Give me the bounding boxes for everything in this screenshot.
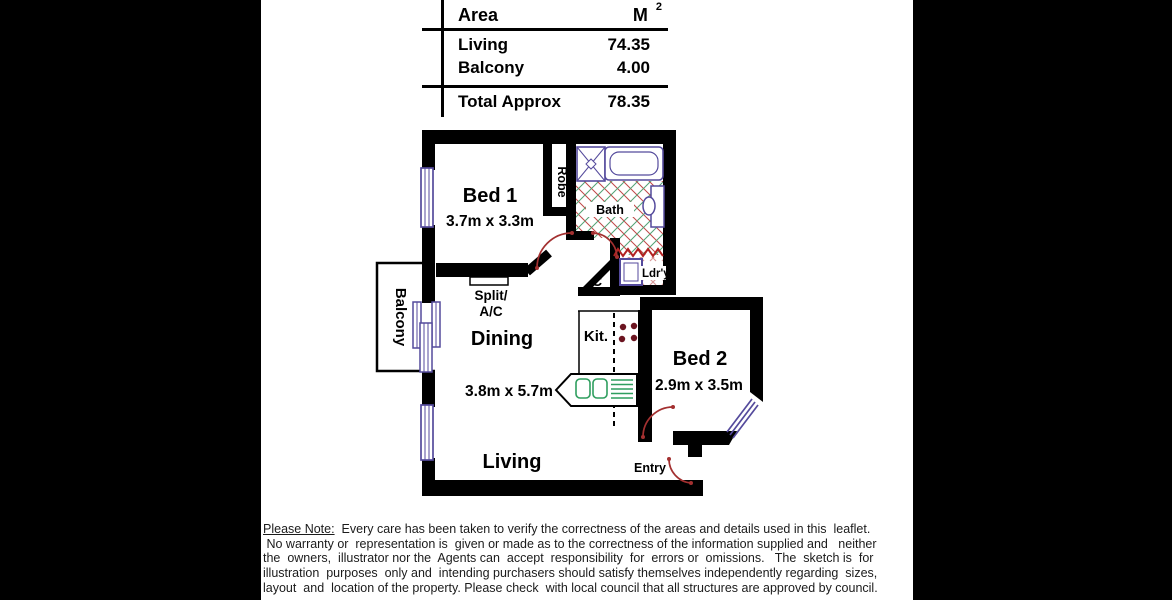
balcony-sliding-door bbox=[413, 302, 440, 372]
disclaimer-line-5: layout and location of the property. Please check with local council that all structures are approved by council. bbox=[263, 580, 878, 595]
bed2-dimensions: 2.9m x 3.5m bbox=[655, 377, 743, 394]
wall-robe-left bbox=[543, 144, 552, 216]
bed1-dimensions: 3.7m x 3.3m bbox=[446, 213, 534, 230]
wall-top bbox=[422, 130, 676, 144]
robe-label: Robe bbox=[555, 166, 569, 198]
living-window bbox=[421, 405, 433, 460]
row-balcony-value: 4.00 bbox=[616, 58, 650, 77]
laundry-label: Ldr'y bbox=[642, 268, 670, 280]
row-total-value: 78.35 bbox=[607, 92, 650, 111]
wall-bottom bbox=[422, 480, 703, 496]
shower bbox=[577, 147, 605, 181]
disclaimer-line-1 bbox=[263, 522, 914, 537]
wall-bed2-right bbox=[750, 310, 763, 402]
balcony-label: Balcony bbox=[392, 287, 409, 347]
entry-label: Entry bbox=[634, 461, 666, 475]
split-ac-unit bbox=[470, 277, 508, 285]
sink-bowl-right bbox=[593, 379, 607, 398]
disclaimer bbox=[263, 522, 914, 596]
wall-entry-jamb bbox=[688, 443, 702, 457]
bath-label: Bath bbox=[596, 203, 624, 217]
disclaimer-line-4: illustration purposes only and intending purchasers should satisfy themselves independently regarding sizes, bbox=[263, 566, 878, 581]
disclaimer-line-2: No warranty or representation is given or made as to the correctness of the information supplied and neither bbox=[263, 536, 877, 551]
dining-label: Dining bbox=[470, 328, 534, 350]
sink-bowl-left bbox=[576, 379, 590, 398]
row-living-value: 74.35 bbox=[607, 35, 650, 54]
kitchen-label: Kit. bbox=[583, 328, 609, 345]
wall-laundry-bottom bbox=[610, 285, 676, 295]
row-balcony-label: Balcony bbox=[458, 58, 525, 77]
split-ac-label-line1: Split/ bbox=[474, 288, 508, 303]
unit-superscript: 2 bbox=[655, 1, 662, 13]
bed1-label: Bed 1 bbox=[462, 185, 518, 207]
wall-bed2-bottom bbox=[673, 431, 737, 445]
disclaimer-line-1-text: Every care has been taken to verify the correctness of the areas and details used in this leaflet. bbox=[334, 522, 871, 536]
wall-bed2-left bbox=[638, 310, 652, 442]
please-note-label: Please Note: bbox=[263, 522, 335, 536]
bed2-corner-window bbox=[727, 399, 758, 438]
row-total-label: Total Approx bbox=[458, 92, 561, 111]
bathtub bbox=[605, 147, 663, 180]
living-label: Living bbox=[482, 451, 542, 473]
bed2-label: Bed 2 bbox=[672, 348, 728, 370]
wall-left-lower bbox=[422, 370, 435, 407]
cooktop-burners bbox=[619, 323, 637, 342]
disclaimer-line-3: the owners, illustrator nor the Agents can accept responsibility for errors or omissions. The sketch is for bbox=[263, 551, 874, 566]
living-dining-dimensions: 3.8m x 5.7m bbox=[465, 383, 553, 400]
wall-bed1-bottom bbox=[436, 263, 528, 277]
washing-machine bbox=[620, 259, 642, 285]
wall-bed2-top bbox=[640, 297, 763, 310]
split-ac-label-line2: A/C bbox=[479, 304, 503, 319]
row-living-label: Living bbox=[458, 35, 509, 54]
unit-m: M bbox=[632, 5, 648, 25]
cupboard-label: C bbox=[591, 273, 603, 289]
area-table-title: Area bbox=[458, 5, 499, 25]
wall-left-upper bbox=[422, 144, 435, 170]
bed1-window bbox=[421, 168, 433, 227]
entry-door-arc bbox=[669, 459, 691, 483]
